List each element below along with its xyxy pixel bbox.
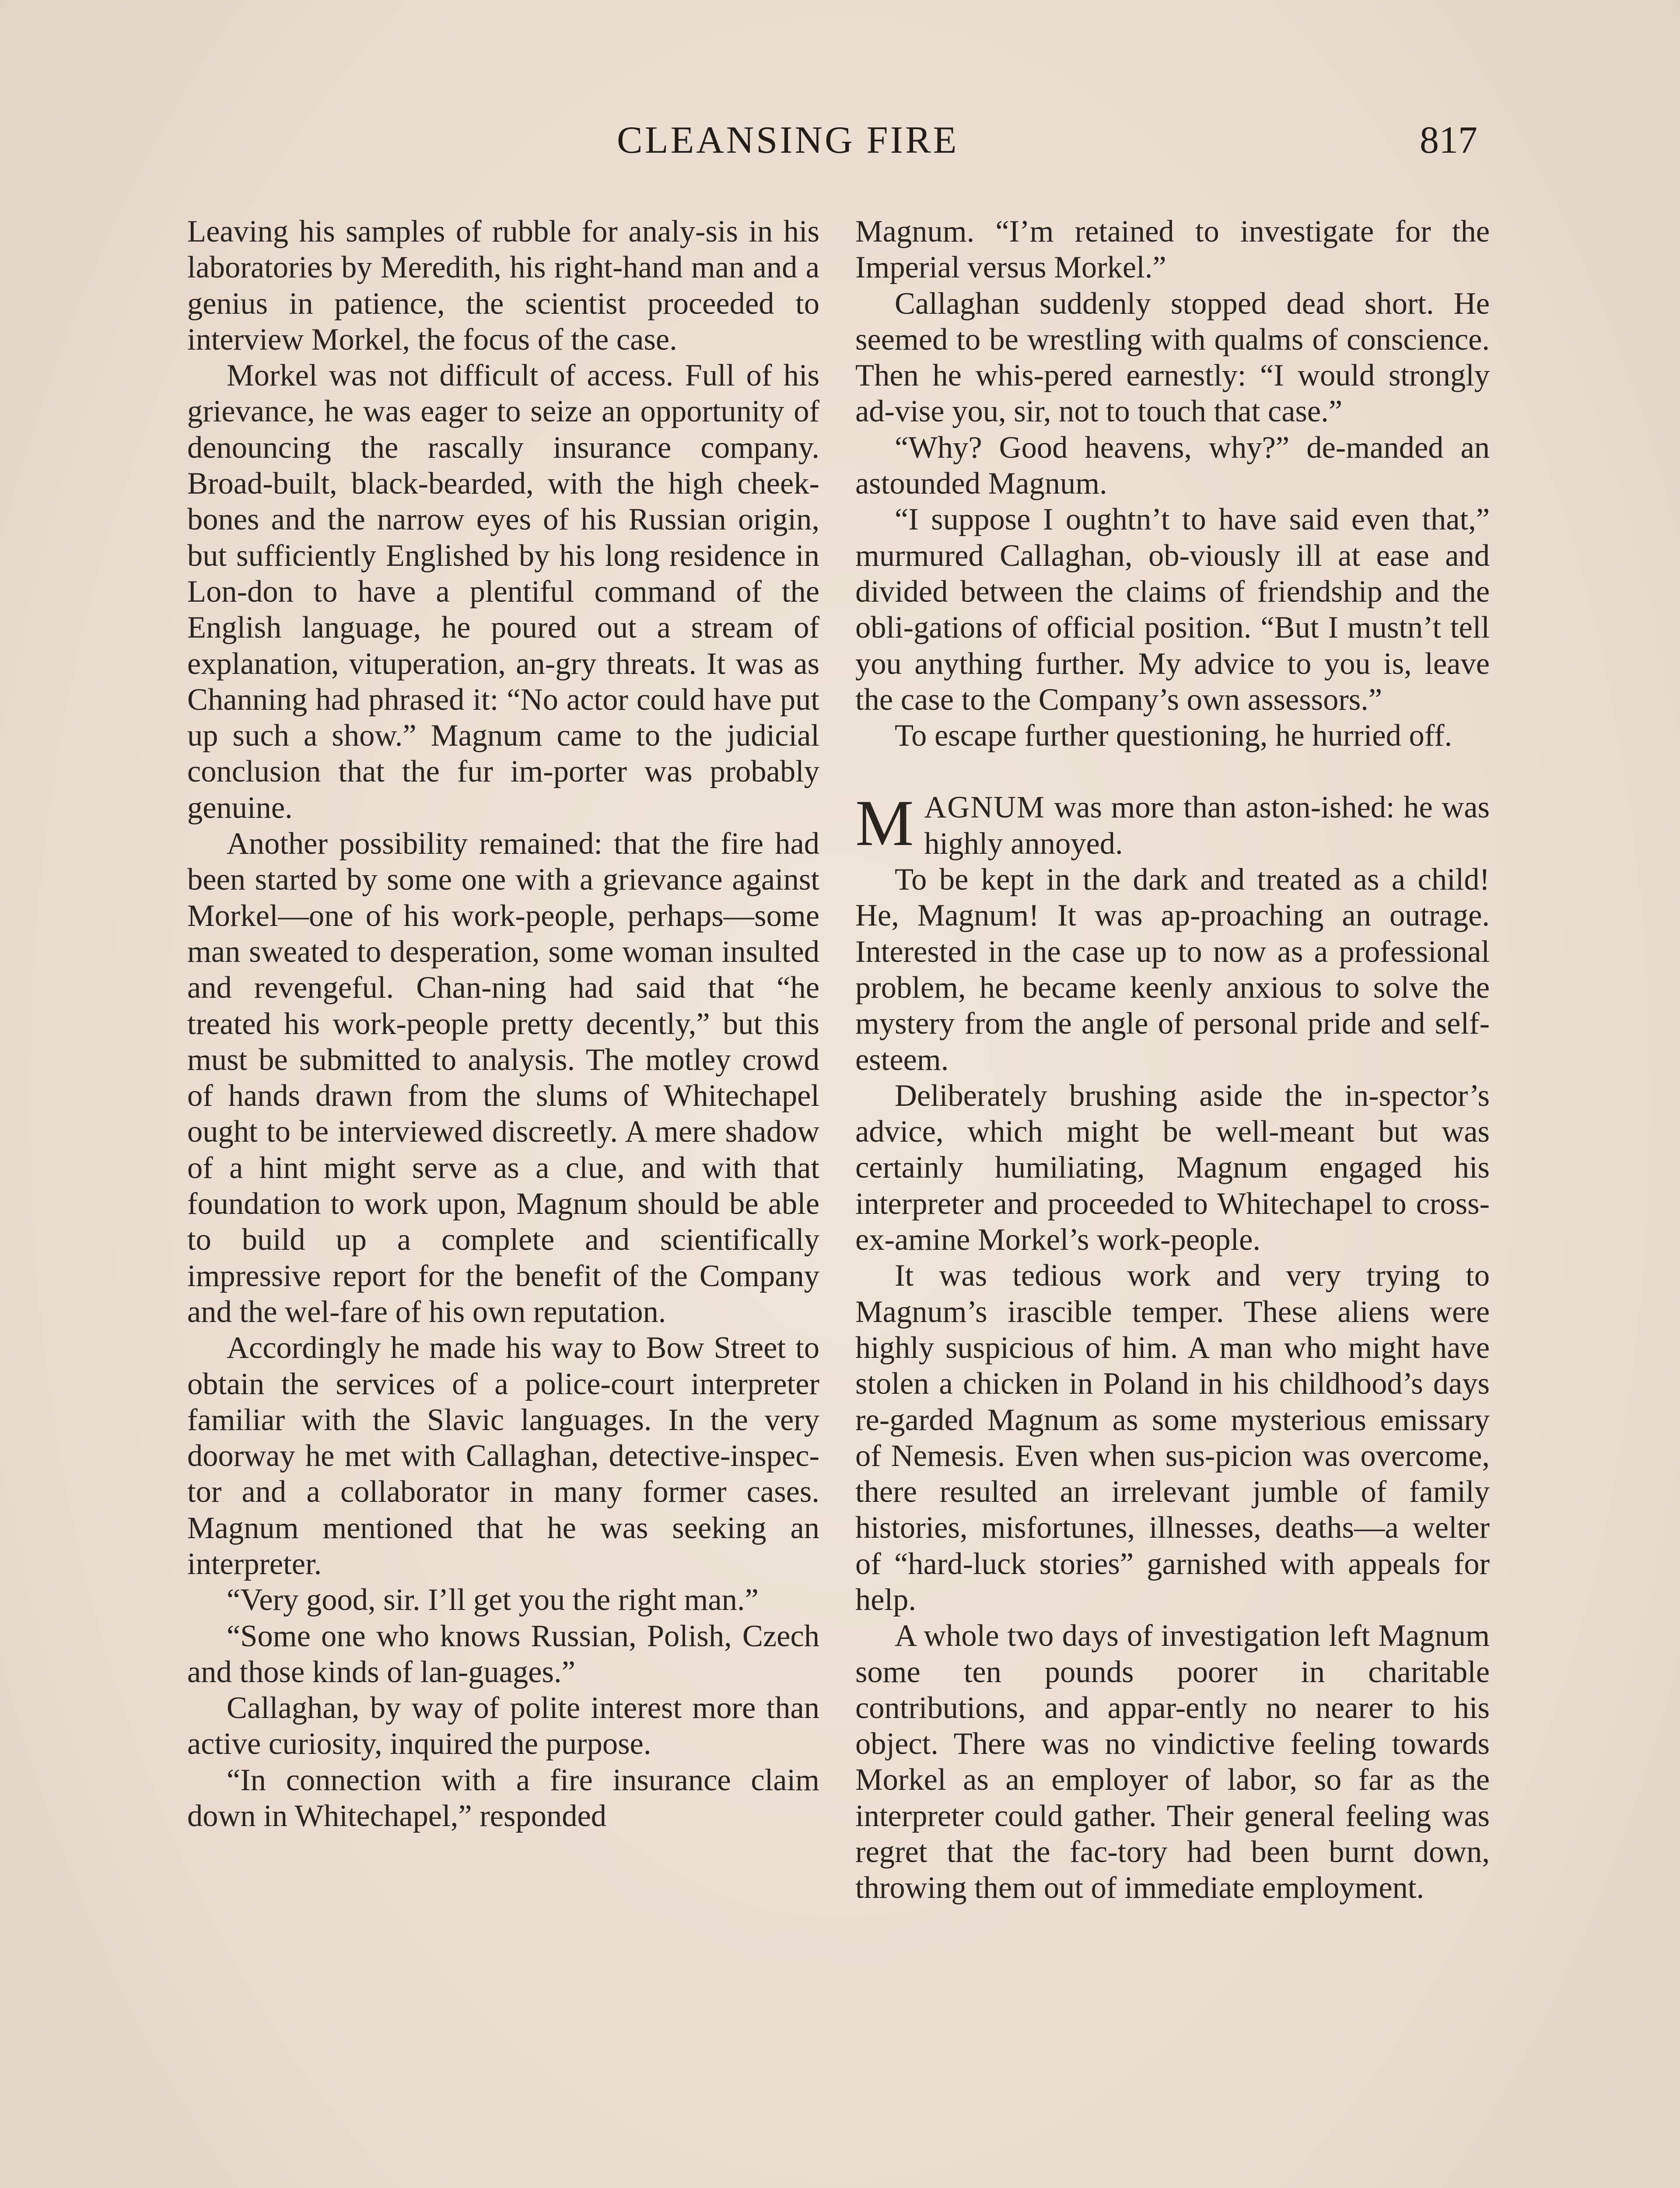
paragraph: “Why? Good heavens, why?” de-manded an astounded Magnum. — [855, 430, 1490, 501]
paragraph: “Some one who knows Russian, Polish, Czech and those kinds of lan-guages.” — [187, 1619, 819, 1689]
running-title: CLEANSING FIRE — [617, 119, 959, 161]
paragraph: Morkel was not difficult of access. Full of his grievance, he was eager to seize an opportunity of denouncing the rascally insurance company. Broad-built, black-bearded, with the high cheek-bones and the narrow eyes of his Russian origin, but sufficiently Englished by his long residence in Lon-don to have a plentiful command of the English language, he poured out a stream of explanation, vituperation, an-gry threats. It was as Channing had phrased it: “No actor could have put up such a show.” Magnum came to the judicial conclusion that the fur im-porter was probably genuine. — [187, 358, 819, 825]
paragraph: “Very good, sir. I’ll get you the right man.” — [227, 1583, 759, 1617]
paragraph: Callaghan suddenly stopped dead short. He seemed to be wrestling with qualms of conscience. Then he whis-pered earnestly: “I would strongly ad-vise you, sir, not to touch that case.” — [855, 286, 1490, 429]
paragraph-text: was more than aston-ished: he was highly annoyed. — [924, 790, 1490, 861]
page-number: 817 — [1420, 119, 1477, 161]
paragraph: A whole two days of investigation left Magnum some ten pounds poorer in charitable contributions, and appar-ently no nearer to his object. There was no vindictive feeling towards Morkel as an employer of labor, so far as the interpreter could gather. Their general feeling was regret that the fac-tory had been burnt down, throwing them out of immediate employment. — [855, 1619, 1490, 1905]
section-opening-paragraph — [855, 789, 1490, 862]
running-head — [0, 118, 1680, 175]
paragraph: “I suppose I oughtn’t to have said even that,” murmured Callaghan, ob-viously ill at ease and divided between the claims of friendship and the obli-gations of official position. “But I mustn’t tell you anything further. My advice to you is, leave the case to the Company’s own assessors.” — [855, 502, 1490, 717]
right-column — [855, 214, 1490, 1906]
drop-cap: M — [855, 787, 914, 860]
paragraph: “In connection with a fire insurance claim down in Whitechapel,” responded — [187, 1763, 819, 1834]
paragraph: To escape further questioning, he hurried off. — [895, 719, 1452, 753]
paragraph: It was tedious work and very trying to Magnum’s irascible temper. These aliens were highly suspicious of him. A man who might have stolen a chicken in Poland in his childhood’s days re-garded Magnum as some mysterious emissary of Nemesis. Even when sus-picion was overcome, there resulted an irrelevant jumble of family histories, misfortunes, illnesses, deaths—a welter of “hard-luck stories” garnished with appeals for help. — [855, 1259, 1490, 1617]
paragraph: Callaghan, by way of polite interest more than active curiosity, inquired the purpose. — [187, 1691, 819, 1761]
paragraph: Deliberately brushing aside the in-spector’s advice, which might be well-meant but was certainly humiliating, Magnum engaged his interpreter and proceeded to Whitechapel to cross-ex-amine Morkel’s work-people. — [855, 1078, 1490, 1257]
paragraph: To be kept in the dark and treated as a child! He, Magnum! It was ap-proaching an outrage. Interested in the case up to now as a professional problem, he became keenly anxious to solve the mystery from the angle of personal pride and self-esteem. — [855, 863, 1490, 1077]
paragraph: Another possibility remained: that the fire had been started by some one with a grievance against Morkel—one of his work-people, perhaps—some man sweated to desperation, some woman insulted and revengeful. Chan-ning had said that “he treated his work-people pretty decently,” but this must be submitted to analysis. The motley crowd of hands drawn from the slums of Whitechapel ought to be interviewed discreetly. A mere shadow of a hint might serve as a clue, and with that foundation to work upon, Magnum should be able to build up a complete and scientifically impressive report for the benefit of the Company and the wel-fare of his own reputation. — [187, 827, 819, 1329]
paragraph: Accordingly he made his way to Bow Street to obtain the services of a police-court interpreter familiar with the Slavic languages. In the very doorway he met with Callaghan, detective-inspec-tor and a collaborator in many former cases. Magnum mentioned that he was seeking an interpreter. — [187, 1331, 819, 1581]
left-column — [187, 214, 819, 1834]
paragraph: Magnum. “I’m retained to investigate for the Imperial versus Morkel.” — [855, 214, 1490, 285]
paragraph: Leaving his samples of rubble for analy-sis in his laboratories by Meredith, his right-hand man and a genius in patience, the scientist proceeded to interview Morkel, the focus of the case. — [187, 214, 819, 357]
small-caps-word: AGNUM — [924, 790, 1045, 825]
